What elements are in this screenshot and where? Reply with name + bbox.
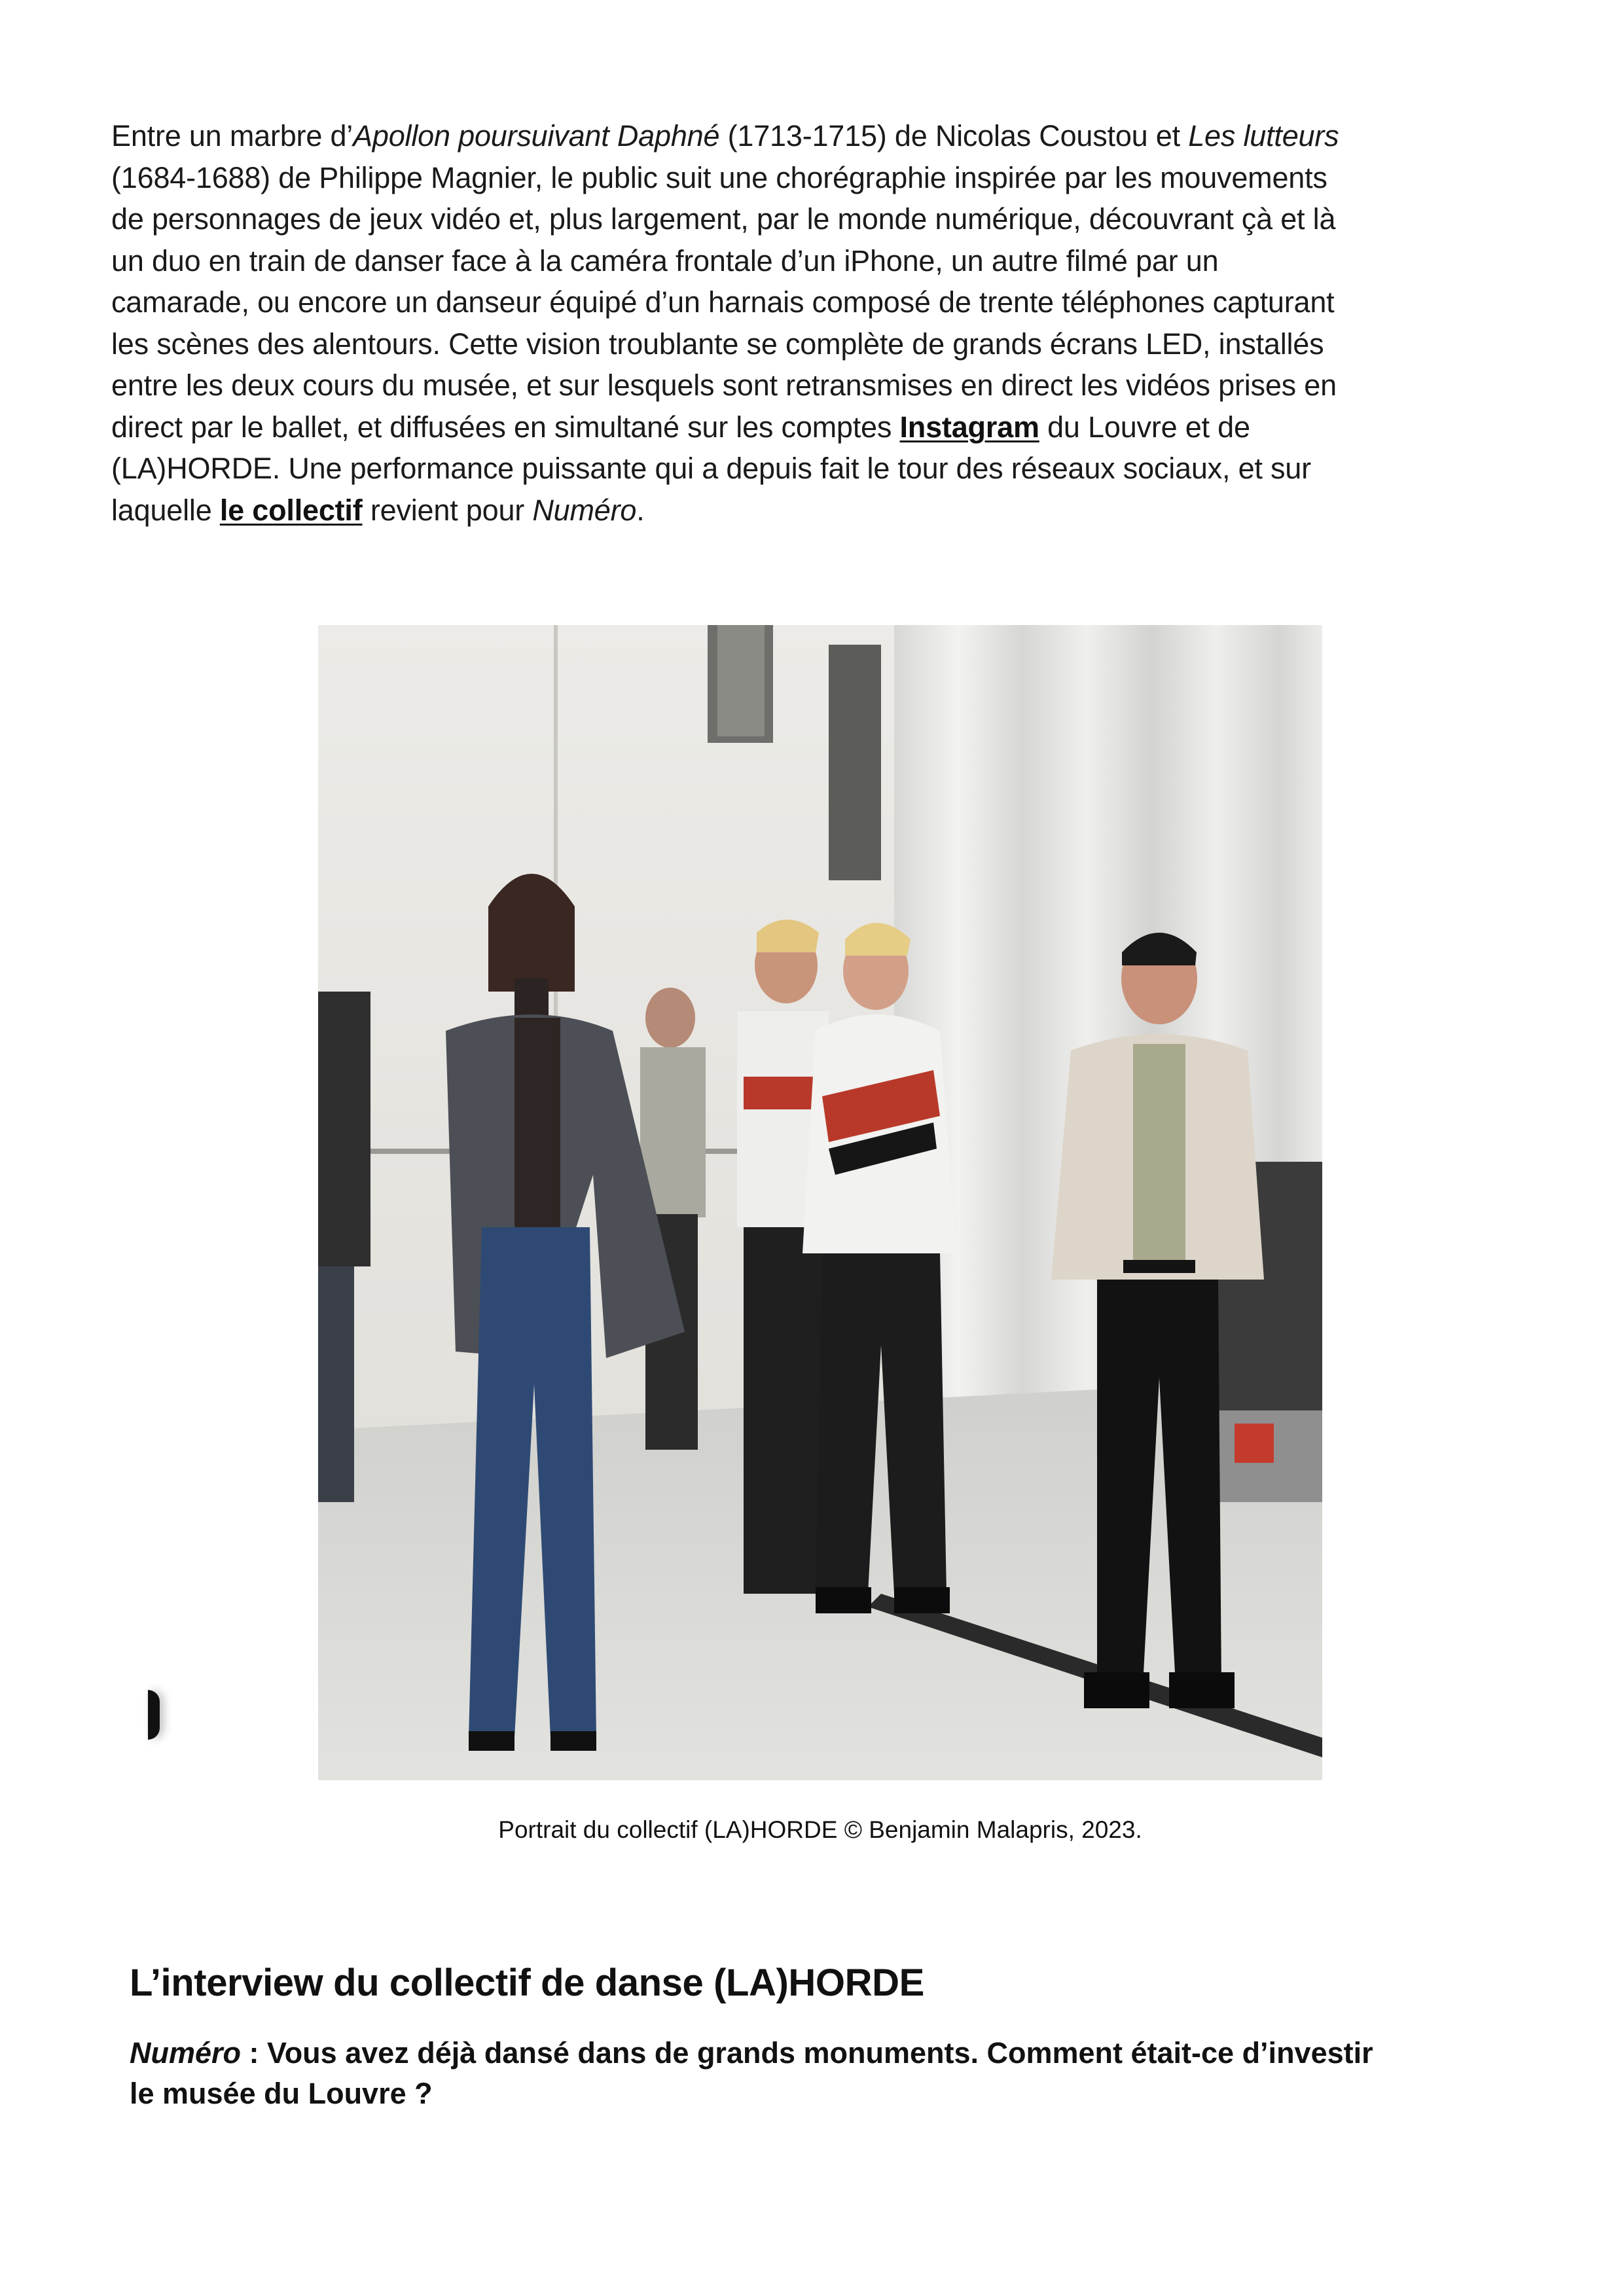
group-portrait-photo bbox=[318, 625, 1322, 1780]
page-edge-mark bbox=[148, 1690, 160, 1740]
intro-text: Entre un marbre d’ bbox=[111, 119, 353, 152]
intro-text: . bbox=[636, 493, 645, 527]
interview-title: L’interview du collectif de danse (LA)HORDE bbox=[130, 1962, 924, 2004]
collectif-link[interactable]: le collectif bbox=[219, 493, 363, 527]
magazine-name: Numéro bbox=[532, 493, 637, 527]
intro-text: (1713-1715) de Nicolas Coustou et bbox=[719, 119, 1189, 152]
photo-caption: Portrait du collectif (LA)HORDE © Benjamin Malapris, 2023. bbox=[498, 1816, 1142, 1843]
intro-text: (1684-1688) de Philippe Magnier, le public suit une chorégraphie inspirée par les mouvements de personnages de jeux vidéo et, plus largement, par le monde numérique, découvrant çà et là un duo en train de danser face à la caméra frontale d’un iPhone, un autre filmé par un camarade, ou encore un danseur équipé d’un harnais composé de trente téléphones capturant les scènes des alentours. Cette vision troublante se complète de grands écrans LED, installés entre les deux cours du musée, et sur lesquels sont retransmises en direct les vidéos prises en direct par le ballet, et diffusées en simultané sur les comptes bbox=[111, 160, 1337, 444]
intro-paragraph bbox=[111, 115, 1355, 531]
instagram-link[interactable]: Instagram bbox=[899, 410, 1039, 444]
intro-text: revient pour bbox=[362, 493, 533, 527]
interview-question bbox=[130, 2033, 1373, 2114]
artwork-title-apollon: Apollon poursuivant Daphné bbox=[353, 119, 720, 152]
question-lead: Numéro bbox=[130, 2036, 242, 2070]
artwork-title-lutteurs: Les lutteurs bbox=[1188, 119, 1339, 152]
intro-text: du Louvre et de (LA)HORDE. Une performance puissante qui a depuis fait le tour des réseaux sociaux, et sur laquelle bbox=[111, 410, 1311, 527]
question-text: : Vous avez déjà dansé dans de grands monuments. Comment était-ce d’investir le musée du Louvre ? bbox=[130, 2036, 1373, 2110]
